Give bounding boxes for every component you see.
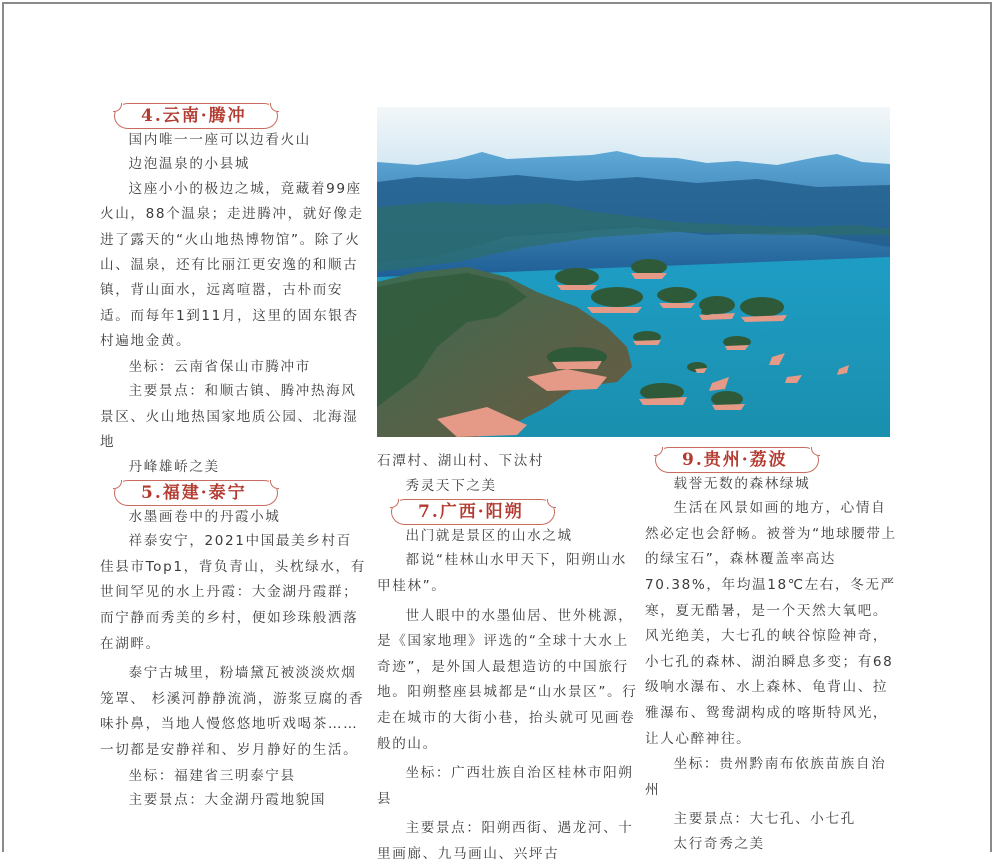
column-1 — [100, 102, 366, 813]
section-coordinates: 坐标：云南省保山市腾冲市 — [128, 358, 311, 375]
section-heading: 5.福建·泰宁 — [141, 483, 247, 504]
section-body: 世人眼中的水墨仙居、世外桃源，是《国家地理》评选的“全球十大水上奇迹”，是外国人最想造访的中国旅行地。阳朔整座县城都是“山水景区”。行走在城市的大街小巷，抬头就可见画卷般的山。 — [377, 607, 638, 752]
section-heading-badge — [114, 103, 278, 129]
section-sights: 主要景点：阳朔西街、遇龙河、十里画廊、九马画山、兴坪古 — [377, 820, 634, 862]
section-heading: 4.云南·腾冲 — [141, 106, 247, 126]
section-body: 这座小小的极边之城，竟藏着99座火山，88个温泉；走进腾冲，就好像走进了露天的“火山地热博物馆”。除了火山、温泉，还有比丽江更安逸的和顺古镇，背山面水，远离喧嚣，古朴而安适。而每年1到11月，这里的固东银杏村遍地金黄。 — [100, 180, 364, 350]
section-body: 泰宁古城里，粉墙黛瓦被淡淡炊烟笼罩、 杉溪河静静流淌，游浆豆腐的香味扑鼻，当地人慢悠悠地听戏喝茶……一切都是安静祥和、岁月静好的生活。 — [100, 665, 365, 758]
next-section-tagline: 太行奇秀之美 — [673, 835, 765, 852]
column-2 — [377, 449, 639, 868]
section-sights: 主要景点：大七孔、小七孔 — [673, 811, 856, 828]
section-heading-badge — [655, 447, 819, 473]
continued-sights: 石潭村、湖山村、下汰村 — [377, 453, 545, 469]
next-section-tagline: 丹峰雄峤之美 — [128, 459, 220, 476]
section-coordinates: 坐标：广西壮族自治区桂林市阳朔县 — [377, 765, 634, 807]
aerial-lake-islands-photo — [377, 107, 890, 437]
section-tagline: 水墨画卷中的丹霞小城 — [128, 508, 281, 525]
section-sights: 主要景点：和顺古镇、腾冲热海风景区、火山地热国家地质公园、北海湿地 — [100, 383, 359, 451]
section-heading: 9.贵州·荔波 — [682, 450, 788, 470]
section-heading-badge — [391, 499, 555, 525]
section-body: 生活在风景如画的地方，心情自然必定也会舒畅。被誉为“地球腰带上的绿宝石”，森林覆盖率高达70.38%，年均温18℃左右，冬无严寒，夏无酷暑，是一个天然大氧吧。风光绝美，大七孔的峡谷惊险神奇，小七孔的森林、湖泊瞬息多变；有68级响水瀑布、水上森林、龟背山、拉雅瀑布、鸳鸯湖构成的喀斯特风光，让人心醉神往。 — [645, 500, 897, 747]
section-coordinates: 坐标：贵州黔南布依族苗族自治州 — [645, 756, 887, 798]
section-body: 祥泰安宁，2021中国最美乡村百佳县市Top1，背负青山，头枕绿水，有世间罕见的水上丹霞：大金湖丹霞群；而宁静而秀美的乡村，便如珍珠般洒落在湖畔。 — [100, 533, 366, 652]
section-heading: 7.广西·阳朔 — [418, 502, 524, 523]
section-tagline: 国内唯一一座可以边看火山 — [128, 131, 311, 148]
section-tagline: 载誉无数的森林绿城 — [673, 475, 811, 492]
section-tagline: 边泡温泉的小县城 — [128, 156, 251, 173]
section-body: 都说“桂林山水甲天下，阳朔山水甲桂林”。 — [377, 552, 627, 594]
section-heading-badge — [114, 480, 278, 506]
section-tagline: 出门就是景区的山水之城 — [405, 527, 573, 544]
next-section-tagline: 秀灵天下之美 — [405, 477, 497, 494]
column-3 — [645, 446, 897, 857]
section-coordinates: 坐标：福建省三明泰宁县 — [128, 767, 296, 784]
section-sights: 主要景点：大金湖丹霞地貌国 — [128, 792, 327, 809]
